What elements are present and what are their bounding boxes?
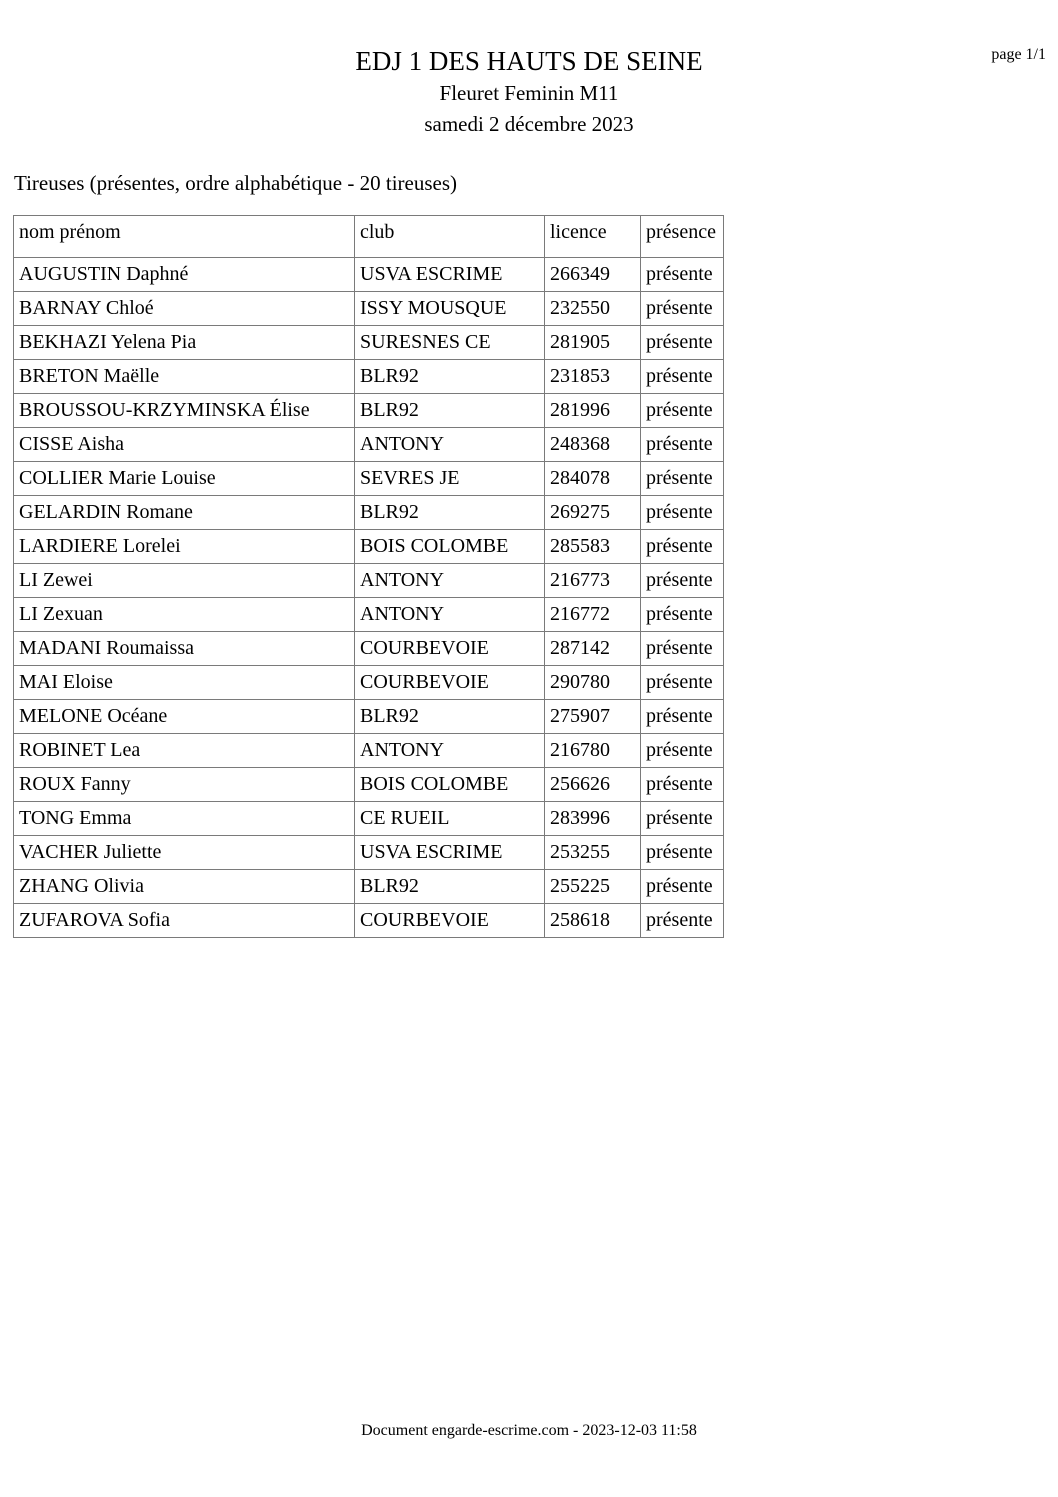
cell-club: BLR92	[355, 700, 545, 734]
cell-name: ZHANG Olivia	[14, 870, 355, 904]
cell-club: USVA ESCRIME	[355, 258, 545, 292]
cell-name: BROUSSOU-KRZYMINSKA Élise	[14, 394, 355, 428]
fencers-table	[13, 215, 724, 938]
cell-club: ISSY MOUSQUE	[355, 292, 545, 326]
cell-licence: 283996	[545, 802, 641, 836]
cell-presence: présente	[641, 870, 724, 904]
cell-licence: 284078	[545, 462, 641, 496]
table-row	[14, 734, 724, 768]
column-header-licence: licence	[545, 216, 641, 258]
table-row	[14, 666, 724, 700]
cell-name: GELARDIN Romane	[14, 496, 355, 530]
cell-presence: présente	[641, 258, 724, 292]
table-row	[14, 564, 724, 598]
cell-name: MADANI Roumaissa	[14, 632, 355, 666]
page-number: page 1/1	[991, 46, 1046, 63]
cell-name: CISSE Aisha	[14, 428, 355, 462]
cell-club: BOIS COLOMBE	[355, 768, 545, 802]
cell-presence: présente	[641, 768, 724, 802]
table-row	[14, 326, 724, 360]
cell-presence: présente	[641, 666, 724, 700]
table-row	[14, 496, 724, 530]
cell-licence: 285583	[545, 530, 641, 564]
cell-club: ANTONY	[355, 428, 545, 462]
cell-licence: 216773	[545, 564, 641, 598]
cell-licence: 269275	[545, 496, 641, 530]
fencers-table-body	[14, 258, 724, 938]
section-title: Tireuses (présentes, ordre alphabétique - 20 tireuses)	[14, 171, 458, 195]
cell-name: VACHER Juliette	[14, 836, 355, 870]
cell-presence: présente	[641, 836, 724, 870]
cell-licence: 232550	[545, 292, 641, 326]
cell-licence: 248368	[545, 428, 641, 462]
cell-name: LI Zewei	[14, 564, 355, 598]
cell-presence: présente	[641, 530, 724, 564]
table-row	[14, 904, 724, 938]
cell-presence: présente	[641, 904, 724, 938]
cell-presence: présente	[641, 598, 724, 632]
cell-licence: 275907	[545, 700, 641, 734]
table-header-row	[14, 216, 724, 258]
cell-presence: présente	[641, 360, 724, 394]
column-header-club: club	[355, 216, 545, 258]
cell-club: SURESNES CE	[355, 326, 545, 360]
cell-licence: 253255	[545, 836, 641, 870]
event-subtitle: Fleuret Feminin M11	[439, 81, 619, 105]
cell-presence: présente	[641, 428, 724, 462]
cell-club: COURBEVOIE	[355, 666, 545, 700]
table-row	[14, 360, 724, 394]
cell-club: CE RUEIL	[355, 802, 545, 836]
cell-licence: 256626	[545, 768, 641, 802]
cell-name: MELONE Océane	[14, 700, 355, 734]
column-header-presence: présence	[641, 216, 724, 258]
table-row	[14, 394, 724, 428]
cell-presence: présente	[641, 632, 724, 666]
table-row	[14, 258, 724, 292]
cell-name: LARDIERE Lorelei	[14, 530, 355, 564]
event-title: EDJ 1 DES HAUTS DE SEINE	[355, 46, 703, 76]
cell-name: COLLIER Marie Louise	[14, 462, 355, 496]
column-header-name: nom prénom	[14, 216, 355, 258]
cell-club: USVA ESCRIME	[355, 836, 545, 870]
table-row	[14, 700, 724, 734]
cell-licence: 258618	[545, 904, 641, 938]
cell-licence: 287142	[545, 632, 641, 666]
table-row	[14, 530, 724, 564]
cell-name: MAI Eloise	[14, 666, 355, 700]
table-row	[14, 802, 724, 836]
table-row	[14, 836, 724, 870]
cell-club: BLR92	[355, 870, 545, 904]
table-row	[14, 870, 724, 904]
cell-presence: présente	[641, 292, 724, 326]
cell-name: ROUX Fanny	[14, 768, 355, 802]
cell-licence: 216772	[545, 598, 641, 632]
table-row	[14, 428, 724, 462]
cell-club: BOIS COLOMBE	[355, 530, 545, 564]
cell-name: AUGUSTIN Daphné	[14, 258, 355, 292]
cell-name: LI Zexuan	[14, 598, 355, 632]
cell-name: BRETON Maëlle	[14, 360, 355, 394]
table-row	[14, 598, 724, 632]
cell-licence: 216780	[545, 734, 641, 768]
cell-licence: 255225	[545, 870, 641, 904]
cell-name: TONG Emma	[14, 802, 355, 836]
cell-presence: présente	[641, 496, 724, 530]
cell-licence: 281996	[545, 394, 641, 428]
cell-licence: 266349	[545, 258, 641, 292]
cell-name: ZUFAROVA Sofia	[14, 904, 355, 938]
document-header	[0, 44, 1058, 140]
table-row	[14, 632, 724, 666]
table-row	[14, 768, 724, 802]
cell-licence: 281905	[545, 326, 641, 360]
cell-club: COURBEVOIE	[355, 632, 545, 666]
cell-presence: présente	[641, 394, 724, 428]
cell-club: BLR92	[355, 394, 545, 428]
cell-presence: présente	[641, 734, 724, 768]
cell-club: ANTONY	[355, 734, 545, 768]
document-footer: Document engarde-escrime.com - 2023-12-03 11:58	[361, 1422, 697, 1439]
cell-name: ROBINET Lea	[14, 734, 355, 768]
cell-presence: présente	[641, 700, 724, 734]
event-date: samedi 2 décembre 2023	[424, 112, 634, 136]
cell-presence: présente	[641, 326, 724, 360]
cell-presence: présente	[641, 462, 724, 496]
cell-licence: 231853	[545, 360, 641, 394]
cell-club: BLR92	[355, 496, 545, 530]
table-row	[14, 462, 724, 496]
cell-club: ANTONY	[355, 598, 545, 632]
cell-presence: présente	[641, 802, 724, 836]
cell-licence: 290780	[545, 666, 641, 700]
table-row	[14, 292, 724, 326]
cell-presence: présente	[641, 564, 724, 598]
cell-club: COURBEVOIE	[355, 904, 545, 938]
cell-club: ANTONY	[355, 564, 545, 598]
cell-name: BARNAY Chloé	[14, 292, 355, 326]
cell-name: BEKHAZI Yelena Pia	[14, 326, 355, 360]
cell-club: SEVRES JE	[355, 462, 545, 496]
cell-club: BLR92	[355, 360, 545, 394]
